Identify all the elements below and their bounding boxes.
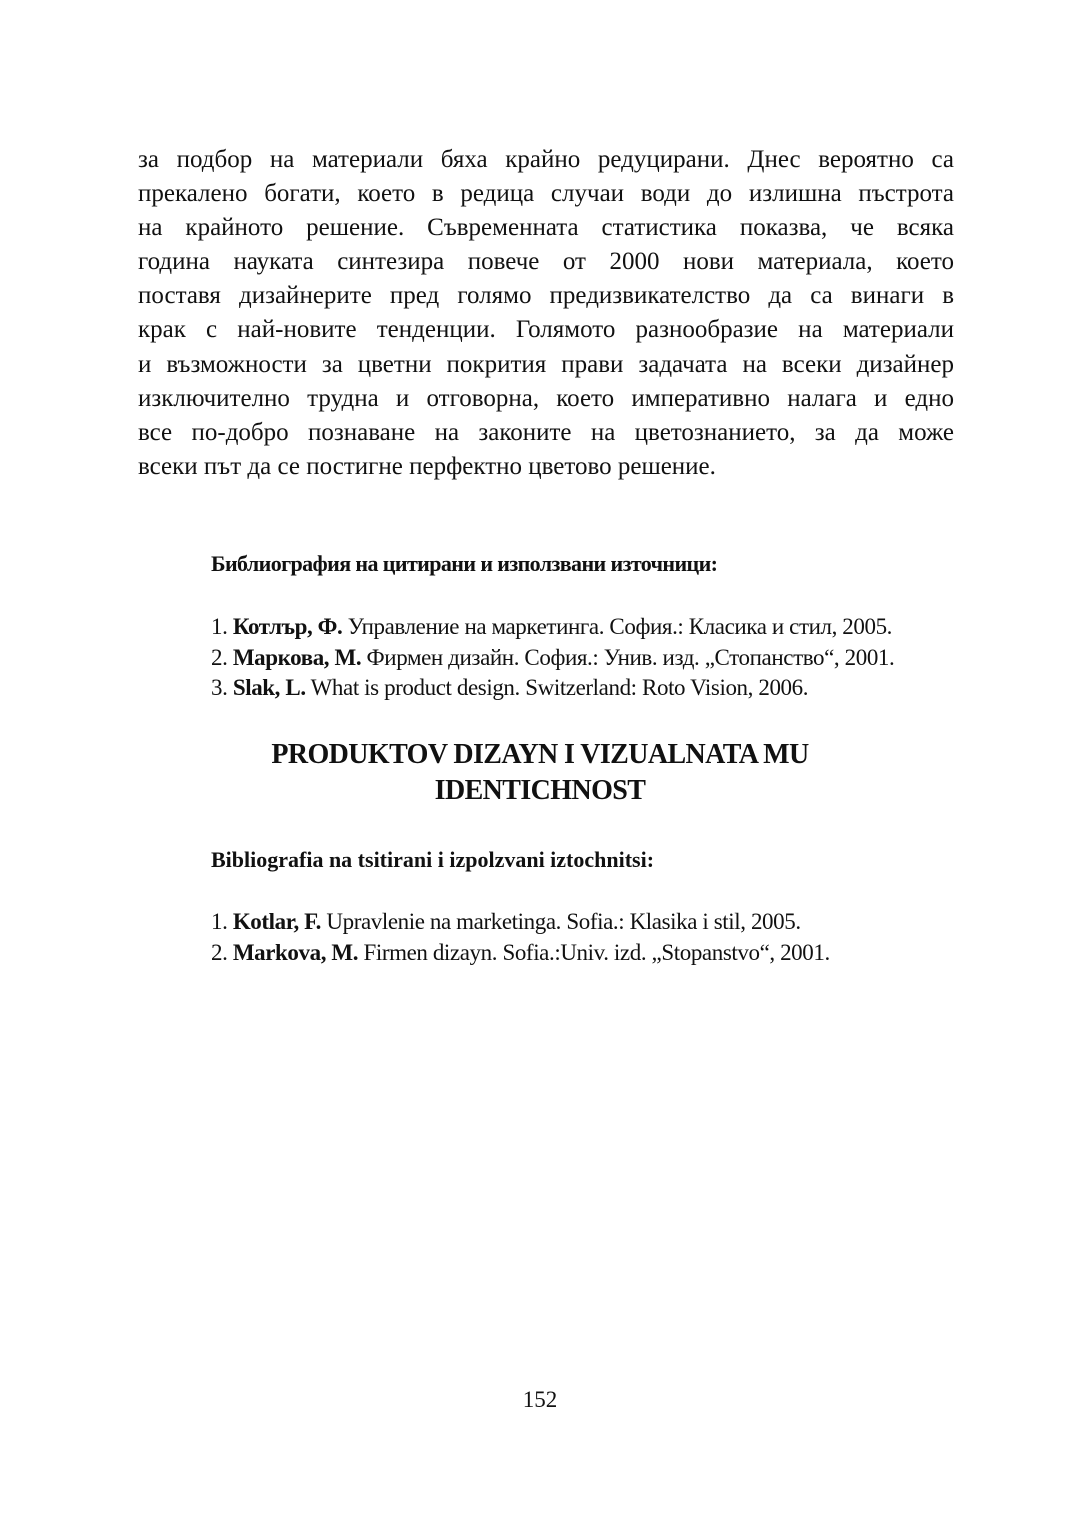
- entry-author: Slak, L.: [232, 675, 306, 700]
- entry-number: 3.: [211, 675, 233, 700]
- entry-author: Kotlar, F.: [232, 909, 322, 934]
- body-line: поставя дизайнерите пред голямо предизвикателство да са винаги в: [138, 282, 954, 310]
- entry-number: 2.: [211, 939, 233, 965]
- section-title: [140, 737, 940, 809]
- bibliography-entry: [211, 907, 830, 938]
- entry-text: Firmen dizayn. Sofia.:Univ. izd. „Stopanstvo“, 2001.: [358, 939, 830, 965]
- body-line: за подбор на материали бяха крайно редуцирани. Днес вероятно са: [138, 146, 954, 173]
- entry-author: Маркова, М.: [232, 644, 362, 670]
- entry-text: Фирмен дизайн. София.: Унив. изд. „Стопанство“, 2001.: [361, 644, 895, 670]
- entry-text: Управление на маркетинга. София.: Класика и стил, 2005.: [342, 614, 893, 639]
- entry-number: 1.: [211, 909, 233, 934]
- entry-number: 2.: [211, 644, 233, 670]
- body-line: година науката синтезира повече от 2000 нови материала, което: [138, 248, 954, 276]
- bibliography-list: [211, 612, 894, 704]
- body-line: на крайното решение. Съвременната статистика показва, че всяка: [138, 214, 954, 242]
- bibliography-entry: [211, 673, 894, 704]
- body-paragraph: [138, 143, 954, 484]
- bibliography-entry: [211, 643, 894, 674]
- body-line: изключително трудна и отговорна, което императивно налага и едно: [138, 384, 954, 412]
- entry-text: What is product design. Switzerland: Roto Vision, 2006.: [305, 675, 809, 700]
- page-number: 152: [522, 1387, 558, 1412]
- bibliography-entry: [211, 938, 830, 969]
- entry-author: Markova, M.: [232, 939, 359, 965]
- body-line: все по-добро познаване на законите на цветознанието, за да може: [138, 418, 954, 446]
- body-line: крак с най-новите тенденции. Голямото разнообразие на материали: [138, 316, 954, 344]
- entry-author: Котлър, Ф.: [232, 614, 343, 639]
- body-line: всеки път да се постигне перфектно цветово решение.: [138, 452, 716, 480]
- entry-text: Upravlenie na marketinga. Sofia.: Klasika i stil, 2005.: [321, 909, 801, 934]
- section-title-line: IDENTICHNOST: [434, 775, 646, 806]
- body-line: прекалено богати, което в редица случаи води до излишна пъстрота: [138, 180, 954, 208]
- translit-bibliography-list: [211, 907, 830, 968]
- body-line: и възможности за цветни покрития прави задачата на всеки дизайнер: [138, 350, 954, 378]
- bibliography-entry: [211, 612, 894, 643]
- translit-bibliography-heading: Bibliografia na tsitirani i izpolzvani iztochnitsi:: [211, 847, 655, 872]
- section-title-line: PRODUKTOV DIZAYN I VIZUALNATA MU: [271, 739, 809, 770]
- entry-number: 1.: [211, 614, 233, 639]
- bibliography-heading: Библиография на цитирани и използвани източници:: [211, 551, 718, 576]
